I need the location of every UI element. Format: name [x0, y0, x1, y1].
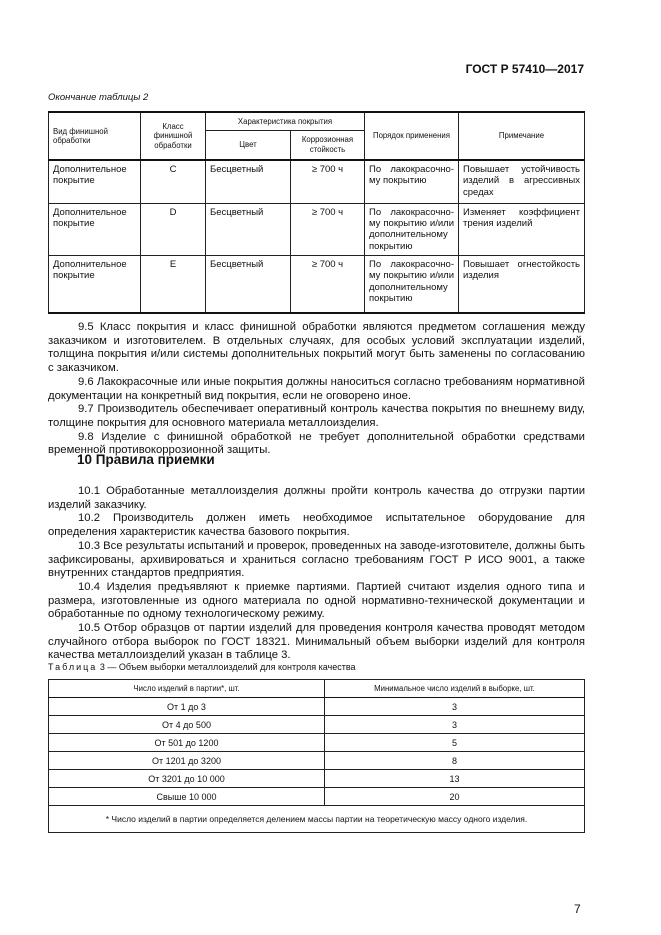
cell-sample-size: 3 [325, 716, 585, 734]
paragraph: 10.2 Производитель должен иметь необходимое испытательное оборудование для определения характеристик качества базового покрытия. [48, 512, 585, 539]
cell-lot-size: Свыше 10 000 [49, 788, 325, 806]
header-type: Вид финишной обработки [49, 112, 141, 160]
cell-color: Бесцветный [206, 203, 291, 256]
table-row [49, 752, 585, 770]
cell-type: Дополнительное покрытие [49, 203, 141, 256]
header-color: Цвет [206, 130, 291, 160]
cell-order: По лакокрасочно-му покрытию и/или дополнительному покрытию [365, 256, 459, 313]
table2-caption: Окончание таблицы 2 [48, 92, 149, 103]
cell-lot-size: От 1201 до 3200 [49, 752, 325, 770]
section-10-title: 10 Правила приемки [77, 452, 215, 467]
table-row [49, 788, 585, 806]
table-row [49, 698, 585, 716]
cell-class: D [141, 203, 206, 256]
cell-sample-size: 20 [325, 788, 585, 806]
cell-type: Дополнительное покрытие [49, 160, 141, 203]
table3-caption-text: 3 — Объем выборки металлоизделий для контроля качества [99, 662, 356, 672]
header-group: Характеристика покрытия [206, 112, 365, 130]
paragraph: 9.5 Класс покрытия и класс финишной обработки являются предметом соглашения между заказчиком и изготовителем. В отдельных случаях, для особых условий эксплуатации изделий, толщина покрытия и/или системы дополнительных покрытий могут быть заменены по согласованию с заказчиком. [48, 321, 585, 375]
table-row [49, 256, 585, 313]
header-sample-size: Минимальное число изделий в выборке, шт. [325, 680, 585, 698]
header-lot-size: Число изделий в партии*, шт. [49, 680, 325, 698]
paragraph: 10.4 Изделия предъявляют к приемке партиями. Партией считают изделия одного типа и размера, изготовленные из одного материала по одной нормативно-технической документации и обработанные по одному технологическому режиму. [48, 580, 585, 621]
cell-lot-size: От 3201 до 10 000 [49, 770, 325, 788]
table-row [49, 716, 585, 734]
paragraph: 10.5 Отбор образцов от партии изделий для проведения контроля качества проводят методом случайного отбора выборок по ГОСТ 18321. Минимальный объем выборки изделий для контроля качества металлоизделий указан в таблице 3. [48, 622, 585, 662]
paragraph: 10.3 Все результаты испытаний и проверок, проведенных на заводе-изготовителе, должны быть зафиксированы, архивироваться и храниться согласно требованиям ГОСТ Р ИСО 9001, а также внутренних стандартов предприятия. [48, 539, 585, 580]
table-2 [48, 111, 585, 314]
paragraph: 9.6 Лакокрасочные или иные покрытия должны наноситься согласно требованиям нормативной документации на конкретный вид покрытия, если не оговорено иное. [48, 375, 585, 402]
cell-lot-size: От 1 до 3 [49, 698, 325, 716]
cell-note: Повышает устойчивость изделий в агрессивных средах [459, 160, 585, 203]
paragraph: 10.1 Обработанные металлоизделия должны пройти контроль качества до отгрузки партии изделий заказчику. [48, 485, 585, 511]
header-note: Примечание [459, 112, 585, 160]
cell-note: Повышает огнестойкость изделия [459, 256, 585, 313]
cell-color: Бесцветный [206, 256, 291, 313]
cell-class: C [141, 160, 206, 203]
section-9-text [48, 321, 585, 458]
section-10-text [48, 485, 585, 663]
table-row [49, 734, 585, 752]
table-3 [48, 679, 585, 833]
table-row [49, 203, 585, 256]
paragraph: 9.8 Изделие с финишной обработкой не требует дополнительной обработки средствами временной противокоррозионной защиты. [48, 430, 585, 457]
table3-caption [48, 662, 356, 672]
cell-color: Бесцветный [206, 160, 291, 203]
header-corrosion: Коррозионная стойкость [291, 130, 365, 160]
cell-sample-size: 3 [325, 698, 585, 716]
cell-sample-size: 13 [325, 770, 585, 788]
table-row [49, 160, 585, 203]
paragraph: 9.7 Производитель обеспечивает оперативный контроль качества покрытия по внешнему виду, толщине покрытия для основного материала металлоизделия. [48, 403, 585, 429]
table-row [49, 770, 585, 788]
cell-type: Дополнительное покрытие [49, 256, 141, 313]
cell-corrosion: ≥ 700 ч [291, 203, 365, 256]
cell-sample-size: 5 [325, 734, 585, 752]
cell-sample-size: 8 [325, 752, 585, 770]
cell-order: По лакокрасочно-му покрытию [365, 160, 459, 203]
cell-lot-size: От 501 до 1200 [49, 734, 325, 752]
cell-corrosion: ≥ 700 ч [291, 256, 365, 313]
cell-corrosion: ≥ 700 ч [291, 160, 365, 203]
standard-header: ГОСТ Р 57410—2017 [465, 62, 584, 76]
cell-lot-size: От 4 до 500 [49, 716, 325, 734]
table3-caption-label: Таблица [48, 662, 98, 672]
header-class: Класс финишной обработки [141, 112, 206, 160]
table3-footnote: * Число изделий в партии определяется делением массы партии на теоретическую массу одного изделия. [49, 806, 585, 833]
page-number: 7 [574, 902, 581, 916]
cell-class: E [141, 256, 206, 313]
header-order: Порядок применения [365, 112, 459, 160]
cell-note: Изменяет коэффициент трения изделий [459, 203, 585, 256]
cell-order: По лакокрасочно-му покрытию и/или дополнительному покрытию [365, 203, 459, 256]
